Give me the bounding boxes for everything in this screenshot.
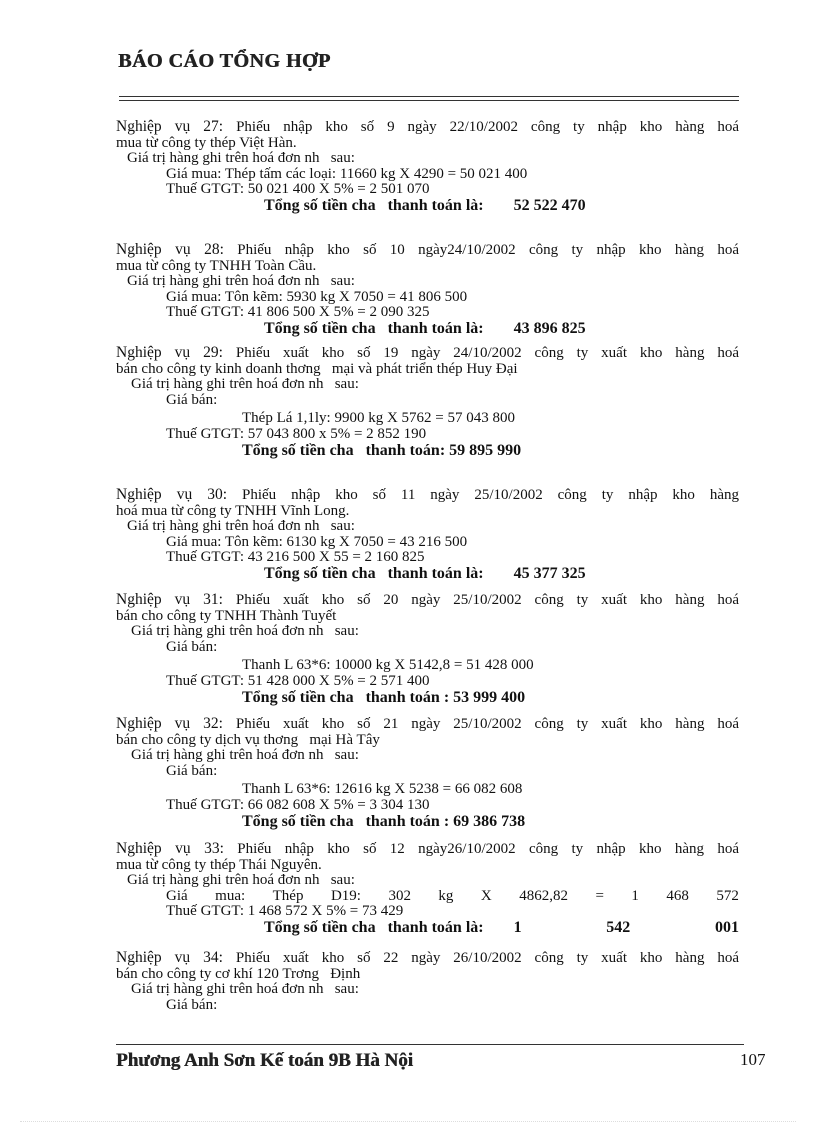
total-line: Tổng số tiền cha thanh toán : 69 386 738 bbox=[242, 812, 526, 830]
purchase-word: D19: bbox=[330, 887, 361, 904]
page-bottom-edge bbox=[20, 1121, 796, 1122]
total-line bbox=[116, 321, 739, 337]
purchase-line: Giá mua: Tôn kẽm: 5930 kg X 7050 = 41 806 500 bbox=[166, 288, 468, 305]
value-intro: Giá trị hàng ghi trên hoá đơn nh sau: bbox=[131, 376, 359, 393]
entry-first-line bbox=[116, 345, 739, 362]
entry-description: Phiếu nhập kho số 11 ngày 25/10/2002 công ty nhập kho hàng bbox=[242, 487, 740, 503]
purchase-word: kg bbox=[438, 887, 454, 904]
entry-first-line bbox=[116, 716, 739, 733]
purchase-line: Giá mua: Thép tấm các loại: 11660 kg X 4290 = 50 021 400 bbox=[166, 165, 528, 182]
purchase-word: 572 bbox=[716, 887, 739, 904]
total-value: 43 896 825 bbox=[513, 319, 586, 337]
entry-title: Nghiệp vụ 33: bbox=[116, 840, 224, 857]
entry-34 bbox=[116, 950, 739, 1013]
total-value-part: 1 bbox=[513, 918, 522, 936]
entry-33 bbox=[116, 841, 739, 936]
entry-second-line: bán cho công ty dịch vụ thơng mại Hà Tây bbox=[116, 731, 380, 748]
page-number: 107 bbox=[740, 1050, 766, 1069]
entry-title: Nghiệp vụ 30: bbox=[116, 486, 228, 503]
entry-title: Nghiệp vụ 27: bbox=[116, 118, 224, 135]
entry-title: Nghiệp vụ 34: bbox=[116, 949, 223, 966]
purchase-word: mua: bbox=[215, 887, 246, 904]
item-line: Thanh L 63*6: 10000 kg X 5142,8 = 51 428 000 bbox=[242, 657, 534, 674]
header-rule-bottom bbox=[119, 100, 739, 101]
entry-32 bbox=[116, 716, 739, 829]
purchase-word: 302 bbox=[388, 887, 411, 904]
entry-first-line bbox=[116, 242, 739, 259]
total-value-part: 542 bbox=[606, 918, 631, 936]
entry-first-line bbox=[116, 592, 739, 609]
value-intro: Giá trị hàng ghi trên hoá đơn nh sau: bbox=[131, 747, 359, 764]
entry-30 bbox=[116, 487, 739, 582]
entry-first-line bbox=[116, 119, 739, 136]
total-line bbox=[116, 198, 739, 214]
total-label: Tổng số tiền cha thanh toán là: bbox=[264, 196, 484, 214]
vat-line: Thuế GTGT: 66 082 608 X 5% = 3 304 130 bbox=[166, 796, 430, 813]
entry-title: Nghiệp vụ 31: bbox=[116, 591, 223, 608]
purchase-word: X bbox=[480, 887, 492, 904]
total-value bbox=[514, 920, 739, 936]
total-line bbox=[116, 920, 739, 936]
value-intro: Giá trị hàng ghi trên hoá đơn nh sau: bbox=[127, 872, 355, 889]
report-title: BÁO CÁO TỔNG HỢP bbox=[118, 50, 331, 72]
vat-line: Thuế GTGT: 50 021 400 X 5% = 2 501 070 bbox=[166, 181, 430, 198]
header-rule-top bbox=[119, 96, 739, 97]
entry-second-line: bán cho công ty TNHH Thành Tuyết bbox=[116, 607, 337, 624]
value-intro: Giá trị hàng ghi trên hoá đơn nh sau: bbox=[127, 273, 355, 290]
total-line: Tổng số tiền cha thanh toán: 59 895 990 bbox=[242, 441, 522, 459]
item-line: Thép Lá 1,1ly: 9900 kg X 5762 = 57 043 800 bbox=[242, 410, 516, 427]
value-intro: Giá trị hàng ghi trên hoá đơn nh sau: bbox=[131, 623, 359, 640]
purchase-word: 1 bbox=[631, 887, 639, 904]
entry-description: Phiếu nhập kho số 12 ngày26/10/2002 công ty nhập kho hàng hoá bbox=[237, 841, 740, 857]
purchase-word: Thép bbox=[272, 887, 304, 904]
sale-label: Giá bán: bbox=[166, 996, 218, 1013]
entry-second-line: mua từ công ty thép Thái Nguyên. bbox=[116, 856, 322, 873]
sale-label: Giá bán: bbox=[166, 762, 218, 779]
value-intro: Giá trị hàng ghi trên hoá đơn nh sau: bbox=[127, 518, 355, 535]
sale-label: Giá bán: bbox=[166, 391, 218, 408]
total-label: Tổng số tiền cha thanh toán là: bbox=[264, 918, 484, 936]
entry-title: Nghiệp vụ 28: bbox=[116, 241, 224, 258]
entry-title: Nghiệp vụ 29: bbox=[116, 344, 223, 361]
total-value: 52 522 470 bbox=[513, 196, 586, 214]
value-intro: Giá trị hàng ghi trên hoá đơn nh sau: bbox=[127, 150, 355, 167]
entry-31 bbox=[116, 592, 739, 705]
footer-rule bbox=[116, 1044, 744, 1045]
total-label: Tổng số tiền cha thanh toán là: bbox=[264, 319, 484, 337]
purchase-word: 468 bbox=[666, 887, 689, 904]
entry-second-line: hoá mua từ công ty TNHH Vĩnh Long. bbox=[116, 502, 350, 519]
purchase-word: = bbox=[595, 887, 604, 904]
sale-label: Giá bán: bbox=[166, 638, 218, 655]
vat-line: Thuế GTGT: 51 428 000 X 5% = 2 571 400 bbox=[166, 672, 430, 689]
purchase-line: Giá mua: Tôn kẽm: 6130 kg X 7050 = 43 216 500 bbox=[166, 533, 468, 550]
vat-line: Thuế GTGT: 43 216 500 X 55 = 2 160 825 bbox=[166, 549, 425, 566]
total-label: Tổng số tiền cha thanh toán là: bbox=[264, 564, 484, 582]
vat-line: Thuế GTGT: 1 468 572 X 5% = 73 429 bbox=[166, 903, 404, 920]
entry-second-line: bán cho công ty cơ khí 120 Trơng Định bbox=[116, 965, 361, 982]
entry-title: Nghiệp vụ 32: bbox=[116, 715, 223, 732]
entry-first-line bbox=[116, 487, 739, 504]
entry-description: Phiếu nhập kho số 9 ngày 22/10/2002 công ty nhập kho hàng hoá bbox=[236, 119, 740, 135]
entry-second-line: mua từ công ty thép Việt Hàn. bbox=[116, 134, 297, 151]
total-line bbox=[116, 566, 739, 582]
entry-28 bbox=[116, 242, 739, 337]
item-line: Thanh L 63*6: 12616 kg X 5238 = 66 082 608 bbox=[242, 781, 523, 798]
purchase-word: 4862,82 bbox=[519, 887, 568, 904]
entry-second-line: mua từ công ty TNHH Toàn Cầu. bbox=[116, 257, 317, 274]
entry-second-line: bán cho công ty kinh doanh thơng mại và phát triển thép Huy Đại bbox=[116, 360, 518, 377]
vat-line: Thuế GTGT: 41 806 500 X 5% = 2 090 325 bbox=[166, 304, 430, 321]
entry-first-line bbox=[116, 950, 739, 967]
entry-description: Phiếu xuất kho số 19 ngày 24/10/2002 công ty xuất kho hàng hoá bbox=[235, 345, 740, 361]
entry-27 bbox=[116, 119, 739, 214]
entry-description: Phiếu xuất kho số 20 ngày 25/10/2002 công ty xuất kho hàng hoá bbox=[235, 592, 740, 608]
footer-author: Phương Anh Sơn Kế toán 9B Hà Nội bbox=[116, 1050, 413, 1071]
vat-line: Thuế GTGT: 57 043 800 x 5% = 2 852 190 bbox=[166, 425, 427, 442]
value-intro: Giá trị hàng ghi trên hoá đơn nh sau: bbox=[131, 981, 359, 998]
entry-first-line bbox=[116, 841, 739, 858]
total-line: Tổng số tiền cha thanh toán : 53 999 400 bbox=[242, 688, 526, 706]
total-value-part: 001 bbox=[715, 918, 739, 936]
purchase-word: Giá bbox=[166, 887, 188, 904]
total-value: 45 377 325 bbox=[513, 564, 586, 582]
entry-description: Phiếu xuất kho số 21 ngày 25/10/2002 công ty xuất kho hàng hoá bbox=[235, 716, 740, 732]
entry-description: Phiếu nhập kho số 10 ngày24/10/2002 công ty nhập kho hàng hoá bbox=[237, 242, 740, 258]
entry-29 bbox=[116, 345, 739, 458]
purchase-line bbox=[116, 889, 739, 905]
entry-description: Phiếu xuất kho số 22 ngày 26/10/2002 công ty xuất kho hàng hoá bbox=[235, 950, 740, 966]
